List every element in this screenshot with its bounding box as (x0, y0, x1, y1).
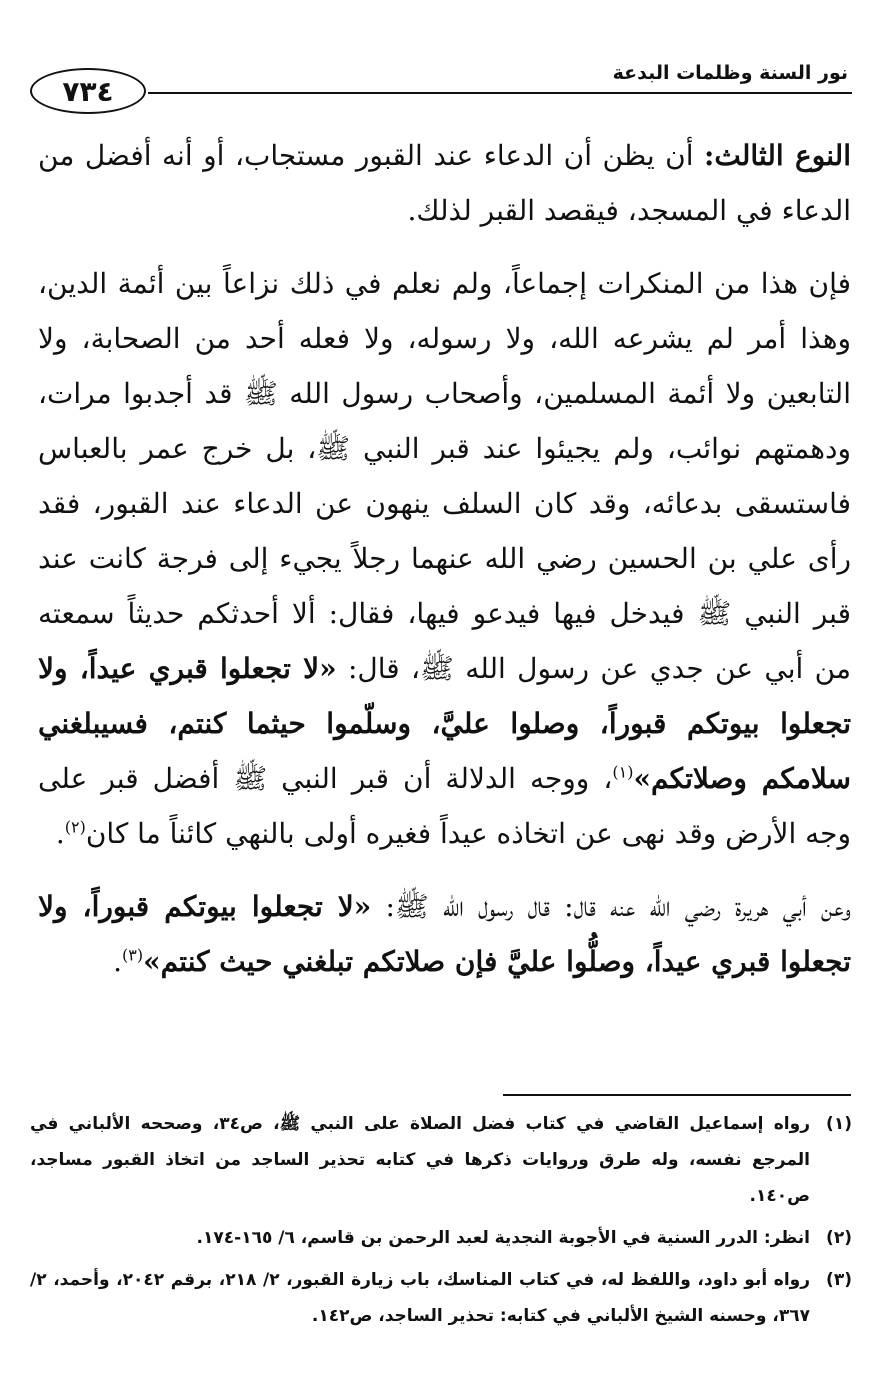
footnote-number: (٣) (826, 1270, 852, 1290)
page-number-oval: ٧٣٤ (30, 68, 146, 114)
paragraph-1 (38, 128, 851, 238)
footnote-text: انظر: الدرر السنية في الأجوبة النجدية لعبد الرحمن بن قاسم، ٦/ ١٦٥-١٧٤. (196, 1228, 810, 1248)
footnote-text: رواه أبو داود، واللفظ له، في كتاب المناسك، باب زيارة القبور، ٢/ ٢١٨، برقم ٢٠٤٢، وأحمد، ٢/ ٣٦٧، وحسنه الشيخ الألباني في كتابه: تحذير الساجد، ص١٤٢. (30, 1270, 810, 1326)
paragraph-3-end: . (113, 945, 123, 978)
main-text (38, 128, 851, 989)
header-rule (148, 92, 852, 94)
footnote-ref-1[interactable]: (١) (612, 762, 634, 782)
footnotes (30, 1106, 852, 1340)
page-header (30, 56, 852, 126)
paragraph-1-text: أن يظن أن الدعاء عند القبور مستجاب، أو أنه أفضل من الدعاء في المسجد، فيقصد القبر لذلك. (38, 139, 851, 227)
section-lead: النوع الثالث: (704, 139, 851, 172)
hadith-quote-2: «لا تجعلوا بيوتكم قبوراً، ولا تجعلوا قبري عيداً، وصلُّوا عليَّ فإن صلاتكم تبلغني حيث كنتم» (38, 890, 851, 978)
footnote-text: رواه إسماعيل القاضي في كتاب فضل الصلاة على النبي ﷺ، ص٣٤، وصححه الألباني في المرجع نفسه، وله طرق وروايات ذكرها في كتابه تحذير الساجد من اتخاذ القبور مساجد، ص١٤٠. (30, 1114, 810, 1206)
footnote-separator (503, 1094, 851, 1096)
footnote-number: (٢) (826, 1228, 852, 1248)
footnote-ref-2[interactable]: (٢) (64, 817, 86, 837)
footnote-number: (١) (826, 1114, 852, 1134)
paragraph-2 (38, 256, 851, 861)
footnote-ref-3[interactable]: (٣) (122, 945, 144, 965)
running-title: نور السنة وظلمات البدعة (612, 62, 848, 84)
paragraph-2-text: فإن هذا من المنكرات إجماعاً، ولم نعلم في ذلك نزاعاً بين أئمة الدين، وهذا أمر لم يشرعه الله، ولا رسوله، ولا فعله أحد من الصحابة، ولا التابعين ولا أئمة المسلمين، وأصحاب رسول الله ﷺ قد أجدبوا مرات، ودهمتهم نوائب، ولم يجيئوا عند قبر النبي ﷺ، بل خرج عمر بالعباس فاستسقى بدعائه، وقد كان السلف ينهون عن الدعاء عند القبور، فقد رأى علي بن الحسين رضي الله عنهما رجلاً يجيء إلى فرجة كانت عند قبر النبي ﷺ فيدخل فيها فيدعو فيها، فقال: ألا أحدثكم حديثاً سمعته من أبي عن جدي عن رسول الله ﷺ، قال: (38, 267, 851, 685)
paragraph-2-end: . (55, 817, 65, 850)
paragraph-2-conclusion: ، ووجه الدلالة أن قبر النبي ﷺ أفضل قبر على وجه الأرض وقد نهى عن اتخاذه عيداً فغيره أولى بالنهي كائناً ما كان (38, 762, 851, 850)
footnote-2 (30, 1220, 852, 1256)
hadith-quote-1: «لا تجعلوا قبري عيداً، ولا تجعلوا بيوتكم قبوراً، وصلوا عليَّ، وسلّموا حيثما كنتم، فسيبلغني سلامكم وصلاتكم» (38, 652, 851, 795)
footnote-3 (30, 1262, 852, 1334)
paragraph-3 (38, 879, 851, 989)
footnote-1 (30, 1106, 852, 1214)
paragraph-3-text: وعن أبي هريرة رضي الله عنه قال: قال رسول الله ﷺ: (371, 890, 851, 923)
